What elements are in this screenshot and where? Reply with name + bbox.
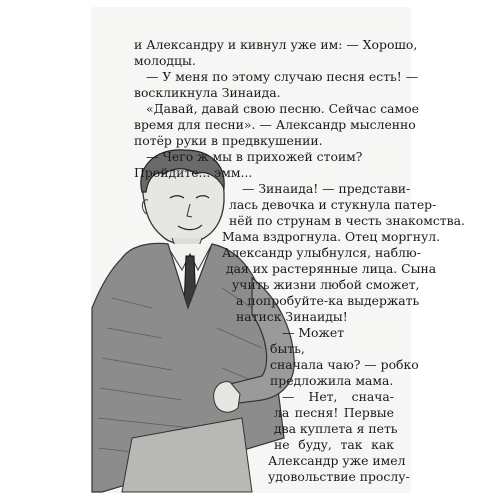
text-line: натиск Зинаиды! bbox=[236, 309, 348, 324]
text-line: и Александру и кивнул уже им: — Хорошо, bbox=[134, 37, 418, 52]
text-line: дая их растерянные лица. Сына bbox=[226, 261, 437, 276]
text-line: сначала чаю? — робко bbox=[270, 357, 419, 372]
text-line: молодцы. bbox=[134, 53, 196, 68]
text-line: Александр уже имел bbox=[268, 453, 406, 468]
text-line: а попробуйте-ка выдержать bbox=[236, 293, 420, 308]
text-line: нёй по струнам в честь знакомства. bbox=[229, 213, 465, 228]
text-line: время для песни». — Александр мысленно bbox=[134, 117, 416, 132]
text-line: ла песня! Первые bbox=[274, 405, 394, 420]
text-line: Пройдите... эмм... bbox=[134, 165, 253, 180]
book-page bbox=[92, 8, 465, 492]
text-line: удовольствие прослу- bbox=[268, 469, 410, 484]
text-line: Александр улыбнулся, наблю- bbox=[222, 245, 421, 260]
text-line: — Зинаида! — представи- bbox=[242, 181, 411, 196]
text-line: — Чего ж мы в прихожей стоим? bbox=[146, 149, 363, 164]
text-line: лась девочка и стукнула патер- bbox=[229, 197, 437, 212]
text-line: быть, bbox=[270, 341, 305, 356]
text-line: воскликнула Зинаида. bbox=[134, 85, 281, 100]
text-line: — У меня по этому случаю песня есть! — bbox=[146, 69, 419, 84]
text-line: предложила мама. bbox=[270, 373, 394, 388]
text-line: учить жизни любой сможет, bbox=[232, 277, 420, 292]
text-line: Мама вздрогнула. Отец моргнул. bbox=[222, 229, 441, 244]
text-line: «Давай, давай свою песню. Сейчас самое bbox=[146, 101, 419, 116]
text-line: — Может bbox=[282, 325, 345, 340]
text-line: потёр руки в предвкушении. bbox=[134, 133, 323, 148]
text-line: не буду, так как bbox=[274, 437, 394, 452]
text-line: два куплета я петь bbox=[274, 421, 398, 436]
text-line: — Нет, снача- bbox=[282, 389, 394, 404]
